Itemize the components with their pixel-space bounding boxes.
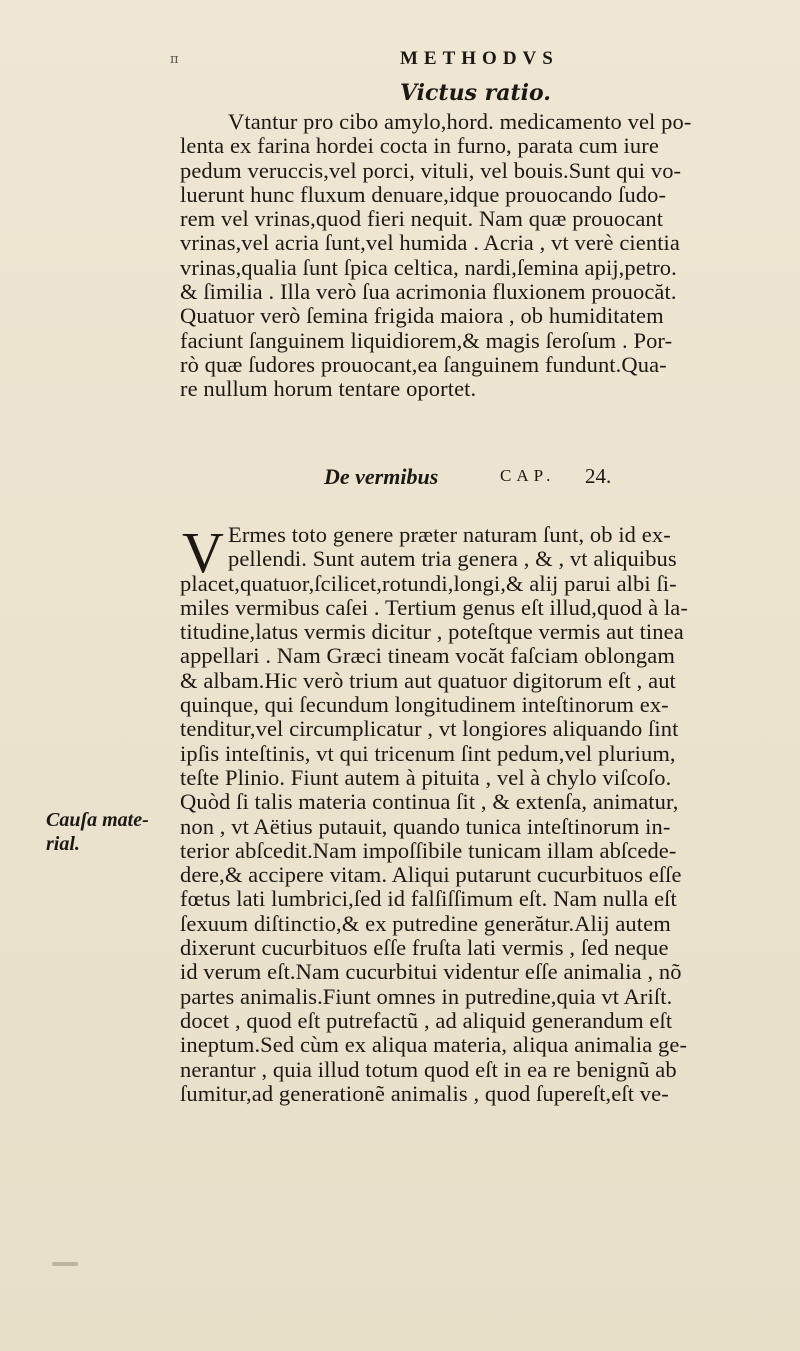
text-line: fœtus lati lumbrici,ſed id falſiſſimum eſt. Nam nulla eſt xyxy=(180,886,677,912)
running-head xyxy=(0,48,800,72)
text-line: quinque, qui ſecundum longitudinem inteſtinorum ex- xyxy=(180,692,669,718)
page-mark: π xyxy=(170,52,179,67)
text-line: & ſimilia . Illa verò ſua acrimonia fluxionem prouocăt. xyxy=(180,279,677,305)
text-line: lenta ex farina hordei cocta in furno, parata cum iure xyxy=(180,133,659,159)
text-line: titudine,latus vermis dicitur , poteſtque vermis aut tinea xyxy=(180,619,684,645)
chapter-name: De vermibus xyxy=(324,464,439,489)
text-line: re nullum horum tentare oportet. xyxy=(180,376,477,402)
text-line: ipſis inteſtinis, vt qui tricenum ſint pedum,vel plurium, xyxy=(180,740,676,766)
text-line: vrinas,vel acria ſunt,vel humida . Acria , vt verè cientia xyxy=(180,230,680,256)
text-line: partes animalis.Fiunt omnes in putredine,quia vt Ariſt. xyxy=(180,983,673,1009)
text-line: luerunt hunc fluxum denuare,idque prouocando ſudo- xyxy=(180,181,667,207)
text-line: Quòd ſi talis materia continua ſit , & extenſa, animatur, xyxy=(180,789,679,815)
chapter-number: 24. xyxy=(585,464,612,488)
chapter-heading xyxy=(180,464,780,494)
text-line: pedum veruccis,vel porci, vituli, vel bouis.Sunt qui vo- xyxy=(180,157,682,183)
text-line: terior abſcedit.Nam impoſſibile tunicam illam abſcede- xyxy=(180,837,677,863)
text-line: dere,& accipere vitam. Aliqui putarunt cucurbituos eſſe xyxy=(180,862,682,888)
text-line: non , vt Aëtius putauit, quando tunica inteſtinorum in- xyxy=(180,813,671,839)
text-line: Vtantur pro cibo amylo,hord. medicamento vel po- xyxy=(228,109,692,134)
text-line: Ermes toto genere præter naturam ſunt, ob id ex- xyxy=(228,522,671,547)
text-line: placet,quatuor,ſcilicet,rotundi,longi,& alij parui albi ſi- xyxy=(180,570,677,596)
text-line: miles vermibus caſei . Tertium genus eſt illud,quod à la- xyxy=(180,594,688,620)
chapter-label: CAP. xyxy=(500,466,556,485)
text-line: teſte Plinio. Fiunt autem à pituita , vel à chylo viſcoſo. xyxy=(180,764,672,790)
text-line: ſexuum diſtinctio,& ex putredine generătur.Alij autem xyxy=(180,910,671,936)
marginal-note xyxy=(46,808,176,856)
text-line: vrinas,qualia ſunt ſpica celtica, nardi,ſemina apij,petro. xyxy=(180,254,677,280)
section-title: Victus ratio. xyxy=(400,80,551,106)
text-line: appellari . Nam Græci tineam vocăt faſciam oblongam xyxy=(180,643,675,669)
text-line: & albam.Hic verò trium aut quatuor digitorum eſt , aut xyxy=(180,667,676,693)
text-line: id verum eſt.Nam cucurbitui videntur eſſe animalia , nõ xyxy=(180,959,682,985)
text-line: ineptum.Sed cùm ex aliqua materia, aliqua animalia ge- xyxy=(180,1032,688,1058)
text-line: rò quæ ſudores prouocant,ea ſanguinem fundunt.Qua- xyxy=(180,351,667,377)
running-title: METHODVS xyxy=(400,48,559,69)
text-line: tenditur,vel circumplicatur , vt longiores aliquando ſint xyxy=(180,716,679,742)
text-line: pellendi. Sunt autem tria genera , & , vt aliquibus xyxy=(228,546,677,572)
text-line: faciunt ſanguinem liquidiorem,& magis ſeroſum . Por- xyxy=(180,327,673,353)
text-line: rem vel vrinas,quod fieri nequit. Nam quæ prouocant xyxy=(180,206,664,232)
marginal-note-line: Cauſa mate- xyxy=(46,809,149,831)
text-line: Quatuor verò ſemina frigida maiora , ob humiditatem xyxy=(180,303,664,329)
paragraph-victus xyxy=(180,110,780,402)
text-line: dixerunt cucurbituos eſſe fruſta lati vermis , ſed neque xyxy=(180,935,669,961)
text-line: docet , quod eſt putrefactũ , ad aliquid generandum eſt xyxy=(180,1007,673,1033)
ink-smudge xyxy=(52,1262,78,1266)
paragraph-vermibus xyxy=(180,520,780,1106)
drop-cap: V xyxy=(182,520,224,585)
text-line: ſumitur,ad generationẽ animalis , quod ſupereſt,eſt ve- xyxy=(180,1080,669,1106)
marginal-note-line: rial. xyxy=(46,833,80,855)
text-line: nerantur , quia illud totum quod eſt in ea re benignũ ab xyxy=(180,1056,677,1082)
